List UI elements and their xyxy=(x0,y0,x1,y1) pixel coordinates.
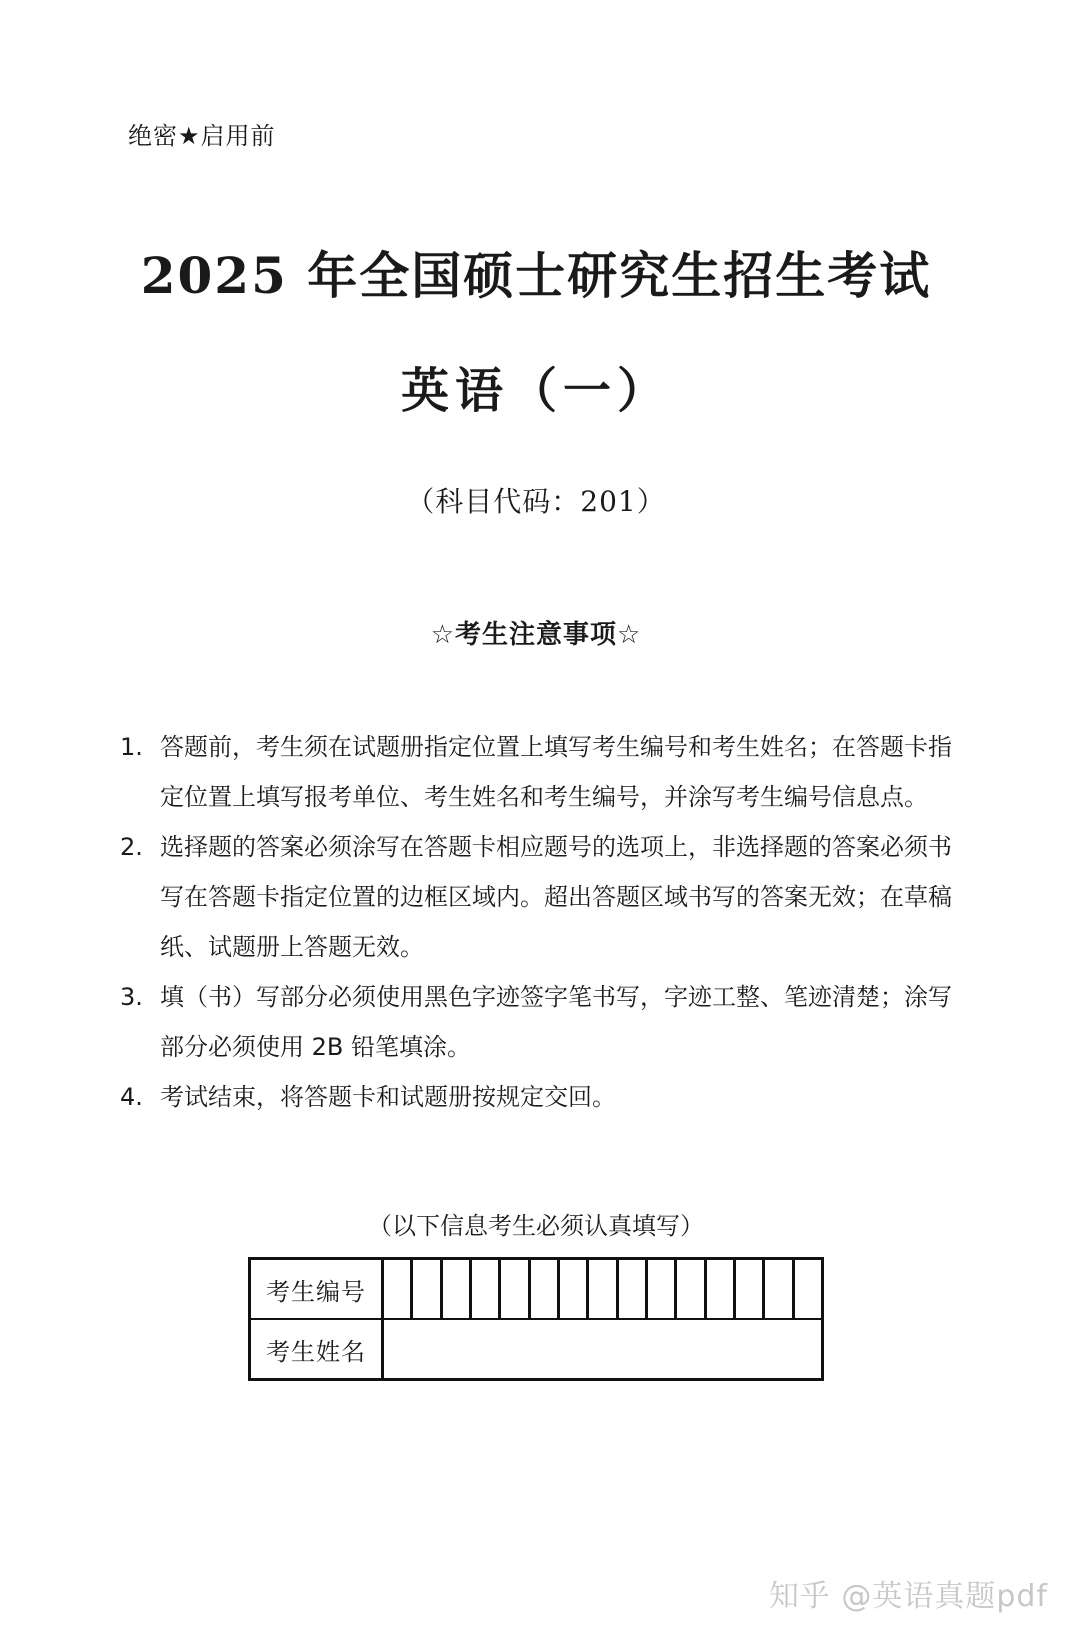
notice-item-text: 填（书）写部分必须使用黑色字迹签字笔书写，字迹工整、笔迹清楚；涂写部分必须使用 2B 铅笔填涂。 xyxy=(160,983,952,1061)
notice-item-text: 选择题的答案必须涂写在答题卡相应题号的选项上，非选择题的答案必须书写在答题卡指定位置的边框区域内。超出答题区域书写的答案无效；在草稿纸、试题册上答题无效。 xyxy=(160,833,952,961)
candidate-id-box[interactable] xyxy=(619,1260,648,1318)
watermark: 知乎 @英语真题pdf xyxy=(768,1579,1048,1614)
candidate-id-box[interactable] xyxy=(677,1260,706,1318)
candidate-id-box[interactable] xyxy=(765,1260,794,1318)
candidate-info-table xyxy=(248,1257,824,1381)
notice-item-text: 答题前，考生须在试题册指定位置上填写考生编号和考生姓名；在答题卡指定位置上填写报考单位、考生姓名和考生编号，并涂写考生编号信息点。 xyxy=(160,733,952,811)
exam-subject: 英语（一） xyxy=(400,363,671,419)
candidate-id-box[interactable] xyxy=(531,1260,560,1318)
exam-title: 2025 年全国硕士研究生招生考试 xyxy=(140,246,932,305)
notice-item-2 xyxy=(120,822,952,972)
candidate-id-box[interactable] xyxy=(707,1260,736,1318)
candidate-id-box[interactable] xyxy=(413,1260,442,1318)
candidate-name-label: 考生姓名 xyxy=(251,1320,384,1378)
notice-list xyxy=(120,722,952,1122)
confidential-mark: 绝密★启用前 xyxy=(128,122,276,150)
candidate-id-box[interactable] xyxy=(736,1260,765,1318)
candidate-id-box[interactable] xyxy=(472,1260,501,1318)
candidate-id-label: 考生编号 xyxy=(251,1260,384,1318)
notice-item-number: 3. xyxy=(120,983,143,1011)
notice-item-number: 4. xyxy=(120,1083,143,1111)
candidate-name-field[interactable] xyxy=(384,1320,821,1378)
notice-item-4 xyxy=(120,1072,952,1122)
candidate-id-boxes xyxy=(384,1260,821,1318)
candidate-id-box[interactable] xyxy=(589,1260,618,1318)
candidate-id-box[interactable] xyxy=(648,1260,677,1318)
subject-code: （科目代码：201） xyxy=(406,485,666,518)
notice-item-1 xyxy=(120,722,952,822)
info-form-caption: （以下信息考生必须认真填写） xyxy=(368,1212,704,1240)
notice-item-3 xyxy=(120,972,952,1072)
candidate-id-box[interactable] xyxy=(795,1260,821,1318)
candidate-id-box[interactable] xyxy=(560,1260,589,1318)
notice-item-text: 考试结束，将答题卡和试题册按规定交回。 xyxy=(160,1083,616,1111)
candidate-name-row xyxy=(251,1318,821,1378)
candidate-id-box[interactable] xyxy=(384,1260,413,1318)
notice-item-number: 2. xyxy=(120,833,143,861)
notice-item-number: 1. xyxy=(120,733,143,761)
candidate-id-row xyxy=(251,1260,821,1318)
candidate-id-box[interactable] xyxy=(443,1260,472,1318)
notice-title: ☆考生注意事项☆ xyxy=(430,620,642,650)
candidate-id-box[interactable] xyxy=(501,1260,530,1318)
